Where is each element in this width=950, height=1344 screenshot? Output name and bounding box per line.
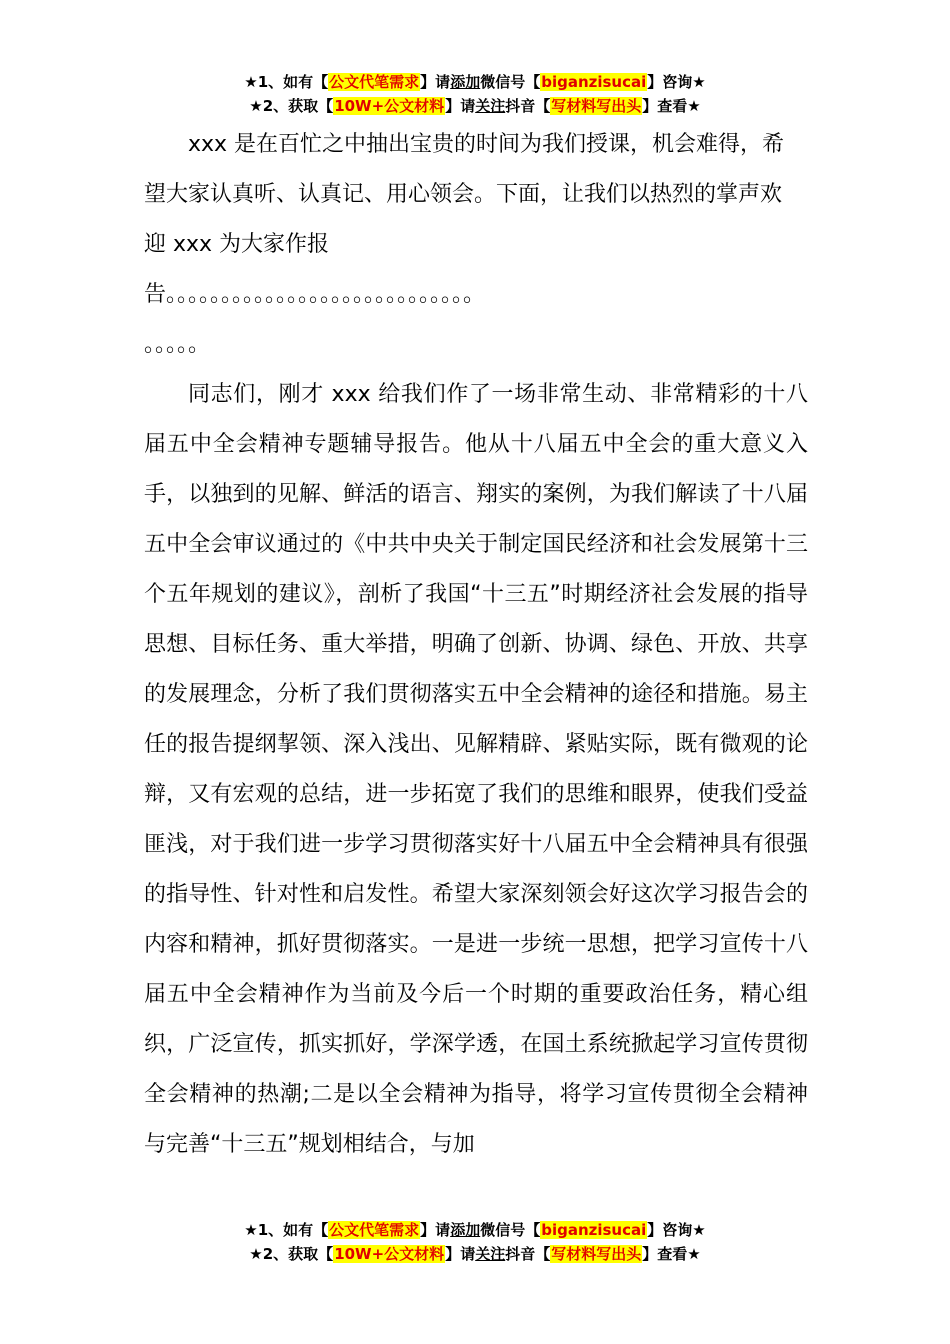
banner-text: ★2、获取【 <box>249 1245 334 1263</box>
document-body <box>144 120 808 1170</box>
banner-text: 微信号【 <box>480 1221 541 1239</box>
banner-emphasis: 关注 <box>475 97 506 115</box>
paragraph-1-line-1: xxx 是在百忙之中抽出宝贵的时间为我们授课，机会难得，希 <box>188 132 785 157</box>
highlight-service: 公文代笔需求 <box>329 1221 420 1239</box>
banner-text: 】咨询★ <box>647 73 706 91</box>
banner-emphasis: 关注 <box>475 1245 506 1263</box>
banner-text: ★2、获取【 <box>249 97 334 115</box>
banner-text: ★1、如有【 <box>244 73 329 91</box>
banner-text: 】请 <box>420 73 451 91</box>
highlight-materials: 10W+公文材料 <box>334 1245 445 1263</box>
banner-text: 】请 <box>420 1221 451 1239</box>
banner-line-1 <box>0 70 950 94</box>
banner-text: 】查看★ <box>642 1245 701 1263</box>
highlight-douyin: 写材料写出头 <box>551 97 642 115</box>
highlight-douyin: 写材料写出头 <box>551 1245 642 1263</box>
footer-banner <box>0 1218 950 1266</box>
paragraph-1-line-3: 迎 xxx 为大家作报 <box>144 232 330 257</box>
paragraph-1-line-4: 告。。。。。。。。。。。。。。。。。。。。。。。。。。。。 <box>144 282 486 307</box>
highlight-materials: 10W+公文材料 <box>334 97 445 115</box>
header-banner <box>0 70 950 118</box>
banner-text: 微信号【 <box>480 73 541 91</box>
banner-emphasis: 添加 <box>450 1221 481 1239</box>
paragraph-1-line-5: 。。。。。 <box>144 332 211 357</box>
highlight-wechat-id: biganzisucai <box>541 1221 647 1239</box>
banner-line-2 <box>0 94 950 118</box>
banner-text: 】请 <box>445 1245 476 1263</box>
banner-line-1 <box>0 1218 950 1242</box>
banner-text: ★1、如有【 <box>244 1221 329 1239</box>
banner-text: 抖音【 <box>505 97 551 115</box>
banner-text: 】请 <box>445 97 476 115</box>
highlight-wechat-id: biganzisucai <box>541 73 647 91</box>
highlight-service: 公文代笔需求 <box>329 73 420 91</box>
banner-text: 抖音【 <box>505 1245 551 1263</box>
banner-text: 】咨询★ <box>647 1221 706 1239</box>
banner-emphasis: 添加 <box>450 73 481 91</box>
paragraph-2: 同志们，刚才 xxx 给我们作了一场非常生动、非常精彩的十八届五中全会精神专题辅导报告。他从十八届五中全会的重大意义入手，以独到的见解、鲜活的语言、翔实的案例，为我们解读了十八届五中全会审议通过的《中共中央关于制定国民经济和社会发展第十三个五年规划的建议》，剖析了我国“十三五”时期经济社会发展的指导思想、目标任务、重大举措，明确了创新、协调、绿色、开放、共享的发展理念，分析了我们贯彻落实五中全会精神的途径和措施。易主任的报告提纲挈领、深入浅出、见解精辟、紧贴实际，既有微观的论辩，又有宏观的总结，进一步拓宽了我们的思维和眼界，使我们受益匪浅，对于我们进一步学习贯彻落实好十八届五中全会精神具有很强的指导性、针对性和启发性。希望大家深刻领会好这次学习报告会的内容和精神，抓好贯彻落实。一是进一步统一思想，把学习宣传十八届五中全会精神作为当前及今后一个时期的重要政治任务，精心组织，广泛宣传，抓实抓好，学深学透，在国土系统掀起学习宣传贯彻全会精神的热潮;二是以全会精神为指导，将学习宣传贯彻全会精神与完善“十三五”规划相结合，与加 <box>144 382 808 1157</box>
paragraph-1-line-2: 望大家认真听、认真记、用心领会。下面，让我们以热烈的掌声欢 <box>144 182 783 207</box>
banner-text: 】查看★ <box>642 97 701 115</box>
banner-line-2 <box>0 1242 950 1266</box>
